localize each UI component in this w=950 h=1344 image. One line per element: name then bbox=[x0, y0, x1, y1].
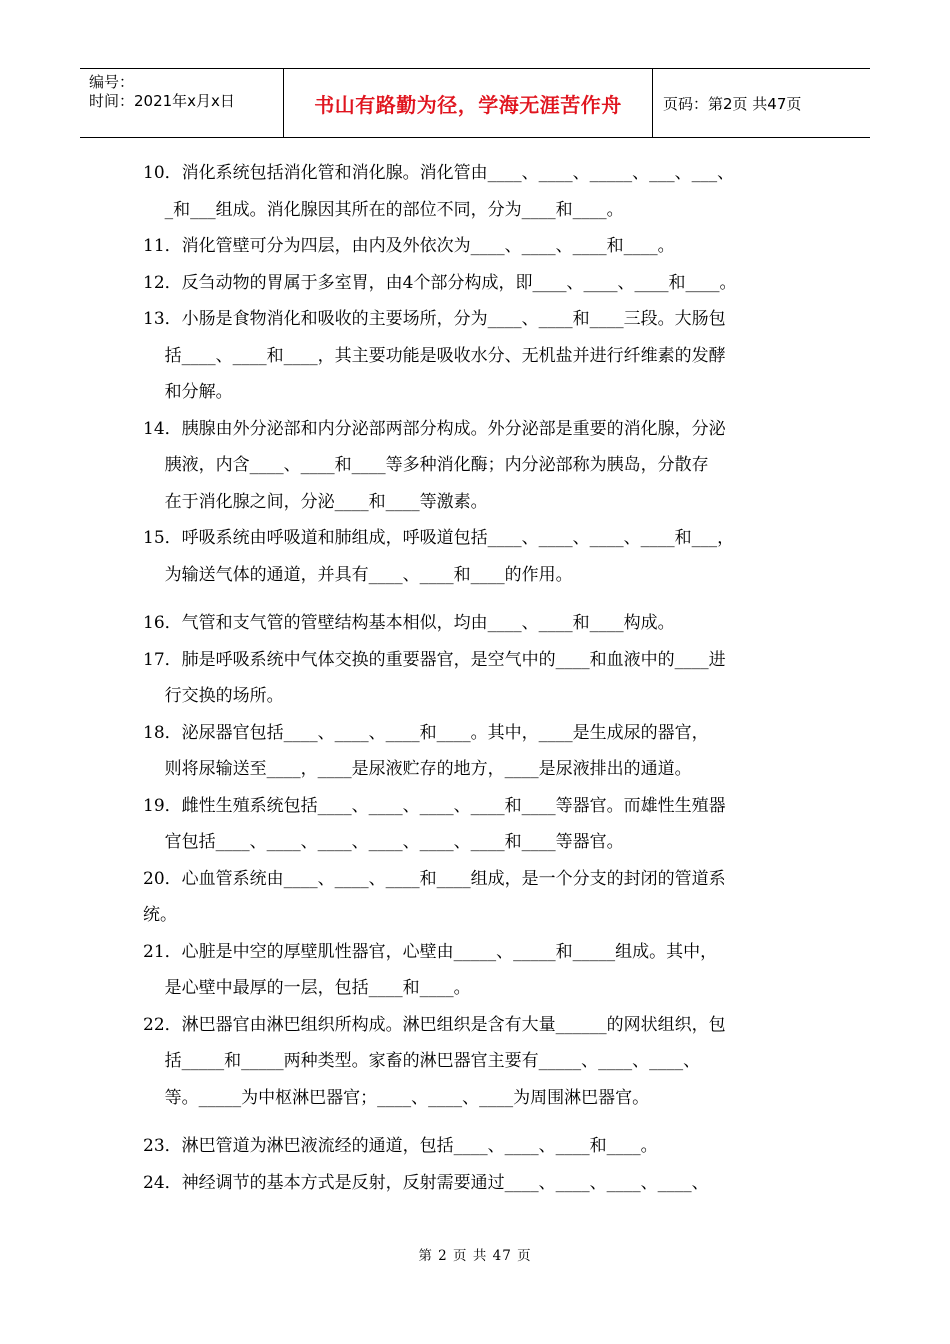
page-footer: 第 2 页 共 47 页 bbox=[418, 1248, 532, 1264]
header-number-label: 编号： bbox=[89, 73, 135, 91]
question-line: 括____、____和____，其主要功能是吸收水分、无机盐并进行纤维素的发酵 bbox=[143, 345, 726, 366]
header-page-info: 页码：第2页 共47页 bbox=[663, 94, 802, 113]
header-time-label: 时间：2021年x月x日 bbox=[89, 92, 235, 110]
question-line: 13．小肠是食物消化和吸收的主要场所，分为____、____和____三段。大肠包 bbox=[143, 309, 726, 329]
question-line: 是心壁中最厚的一层，包括____和____。 bbox=[143, 978, 471, 998]
question-line: 统。 bbox=[143, 905, 177, 925]
question-line: 行交换的场所。 bbox=[143, 686, 284, 706]
spacer bbox=[143, 1116, 823, 1128]
question-line: 在于消化腺之间，分泌____和____等激素。 bbox=[143, 491, 488, 512]
question-line: 16．气管和支气管的管壁结构基本相似，均由____、____和____构成。 bbox=[143, 613, 675, 633]
question-list bbox=[143, 155, 823, 1201]
question-line: 胰液，内含____、____和____等多种消化酶；内分泌部称为胰岛，分散存 bbox=[143, 455, 709, 475]
document-header bbox=[80, 68, 870, 138]
question-line: 则将尿输送至____，____是尿液贮存的地方，____是尿液排出的通道。 bbox=[143, 759, 692, 779]
question-line: 21．心脏是中空的厚壁肌性器官，心壁由_____、_____和_____组成。其中， bbox=[143, 941, 718, 962]
question-line: 12．反刍动物的胃属于多室胃，由4个部分构成，即____、____、____和____。 bbox=[143, 272, 737, 293]
question-line: 和分解。 bbox=[143, 382, 233, 402]
question-line: 17．肺是呼吸系统中气体交换的重要器官，是空气中的____和血液中的____进 bbox=[143, 649, 726, 670]
header-motto: 书山有路勤为径，学海无涯苦作舟 bbox=[283, 69, 653, 137]
question-line: 24．神经调节的基本方式是反射，反射需要通过____、____、____、____、 bbox=[143, 1172, 709, 1193]
header-meta bbox=[80, 69, 283, 137]
question-line: 23．淋巴管道为淋巴液流经的通道，包括____、____、____和____。 bbox=[143, 1136, 658, 1156]
question-line: 20．心血管系统由____、____、____和____组成，是一个分支的封闭的管道系 bbox=[143, 868, 726, 889]
question-line: 为输送气体的通道，并具有____、____和____的作用。 bbox=[143, 564, 573, 585]
question-line: 14．胰腺由外分泌部和内分泌部两部分构成。外分泌部是重要的消化腺，分泌 bbox=[143, 418, 726, 439]
question-line: 等。_____为中枢淋巴器官；____、____、____为周围淋巴器官。 bbox=[143, 1087, 650, 1108]
question-line: _和___组成。消化腺因其所在的部位不同，分为____和____。 bbox=[143, 199, 624, 220]
question-line: 22．淋巴器官由淋巴组织所构成。淋巴组织是含有大量______的网状组织，包 bbox=[143, 1014, 726, 1035]
question-line: 19．雌性生殖系统包括____、____、____、____和____等器官。而雄性生殖器 bbox=[143, 795, 726, 816]
question-line: 10．消化系统包括消化管和消化腺。消化管由____、____、_____、___、___、 bbox=[143, 163, 735, 183]
question-line: 官包括____、____、____、____、____、____和____等器官。 bbox=[143, 832, 624, 852]
question-line: 括_____和_____两种类型。家畜的淋巴器官主要有_____、____、____、 bbox=[143, 1051, 701, 1071]
question-line: 11．消化管壁可分为四层，由内及外依次为____、____、____和____。 bbox=[143, 236, 675, 256]
spacer bbox=[143, 593, 823, 605]
question-line: 18．泌尿器官包括____、____、____和____。其中，____是生成尿的器官， bbox=[143, 722, 709, 743]
question-line: 15．呼吸系统由呼吸道和肺组成，呼吸道包括____、____、____、____和___， bbox=[143, 528, 735, 548]
